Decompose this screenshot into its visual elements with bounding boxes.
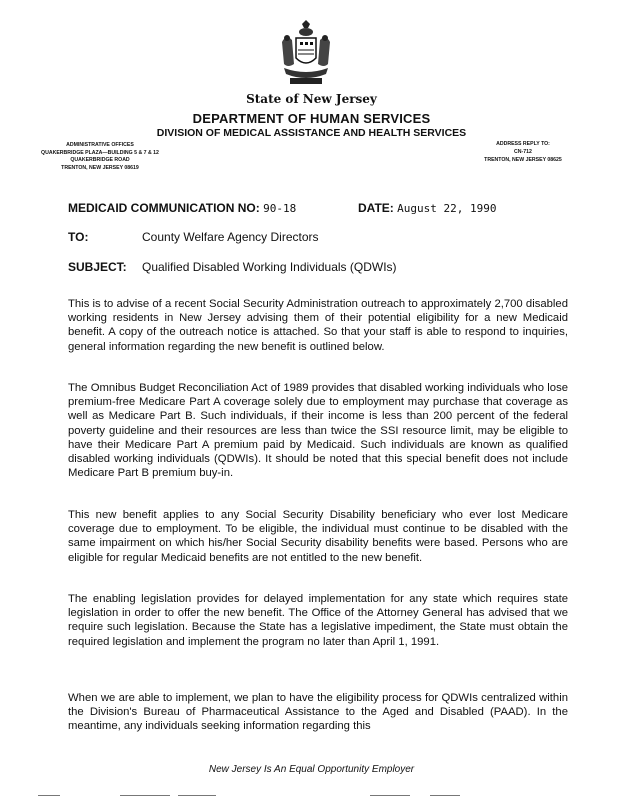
body-paragraph-4: The enabling legislation provides for delayed implementation for any state which requires state legislation in order to offer the new benefit. The Office of the Attorney General has advised that we require such legislation. Because the State has a legislative impediment, the State must obtain the required legislation and implement the program no later than April 1, 1991.: [68, 593, 568, 648]
body-paragraph-2: The Omnibus Budget Reconciliation Act of 1989 provides that disabled working individuals who lose premium-free Medicare Part A coverage solely due to employment may purchase that coverage as well as Medicare Part B. Such individuals, if their income is less than 200 percent of the federal poverty guideline and their resources are less than twice the SSI resource limit, may be eligible to have their Medicare Part A premium paid by Medicaid. Such individuals are known as qualified disabled working individuals (QDWIs). It should be noted that this special benefit does not include Medicare Part B premium buy-in.: [68, 382, 568, 480]
division-title: DIVISION OF MEDICAL ASSISTANCE AND HEALTH SERVICES: [156, 127, 467, 139]
office-address: [30, 142, 170, 172]
reply-line-1: ADDRESS REPLY TO:: [496, 141, 550, 147]
communication-number-row: [68, 201, 296, 215]
date-row: [358, 201, 496, 215]
scan-artifact: [430, 795, 460, 796]
date-value: August 22, 1990: [397, 202, 497, 215]
scan-artifact: [370, 795, 410, 796]
reply-line-3: TRENTON, NEW JERSEY 08625: [484, 157, 562, 163]
date-label: DATE:: [358, 201, 394, 215]
communication-label: MEDICAID COMMUNICATION NO:: [68, 201, 260, 215]
subject-value: Qualified Disabled Working Individuals (QDWIs): [142, 260, 397, 274]
body-paragraph-3: This new benefit applies to any Social Security Disability beneficiary who ever lost Medicare coverage due to employment. To be eligible, the individual must continue to be disabled with the same impairment on which his/her Social Security disability benefits were based. Persons who are eligible for regular Medicaid benefits are not entitled to the new benefit.: [68, 509, 568, 564]
state-name: State of New Jersey: [246, 92, 377, 106]
subject-label: SUBJECT:: [68, 260, 127, 274]
office-line-3: QUAKERBRIDGE ROAD: [70, 157, 130, 164]
footer-text: New Jersey Is An Equal Opportunity Employer: [208, 764, 415, 775]
scan-artifact: [120, 795, 170, 796]
scan-artifact: [38, 795, 60, 796]
office-line-1: ADMINISTRATIVE OFFICES: [66, 142, 134, 148]
reply-address: [468, 140, 578, 164]
to-label: TO:: [68, 230, 89, 244]
department-title: DEPARTMENT OF HUMAN SERVICES: [192, 111, 431, 126]
communication-number: 90-18: [263, 202, 297, 215]
reply-line-2: CN-712: [514, 149, 532, 155]
to-value: County Welfare Agency Directors: [142, 230, 319, 244]
body-paragraph-1: This is to advise of a recent Social Security Administration outreach to approximately 2,700 disabled working residents in New Jersey advising them of their potential eligibility for a new Medicaid benefit. A copy of the outreach notice is attached. So that your staff is able to respond to inquiries, general information regarding the new benefit is outlined below.: [68, 298, 568, 353]
office-line-4: TRENTON, NEW JERSEY 08619: [61, 164, 139, 171]
office-line-2: QUAKERBRIDGE PLAZA—BUILDING 5 & 7 & 12: [41, 149, 159, 156]
body-paragraph-5: When we are able to implement, we plan to have the eligibility process for QDWIs centralized within the Division's Bureau of Pharmaceutical Assistance to the Aged and Disabled (PAAD). In the meantime, any individuals seeking information regarding this: [68, 692, 568, 733]
scan-artifact: [178, 795, 216, 796]
state-seal-icon: [276, 20, 336, 88]
